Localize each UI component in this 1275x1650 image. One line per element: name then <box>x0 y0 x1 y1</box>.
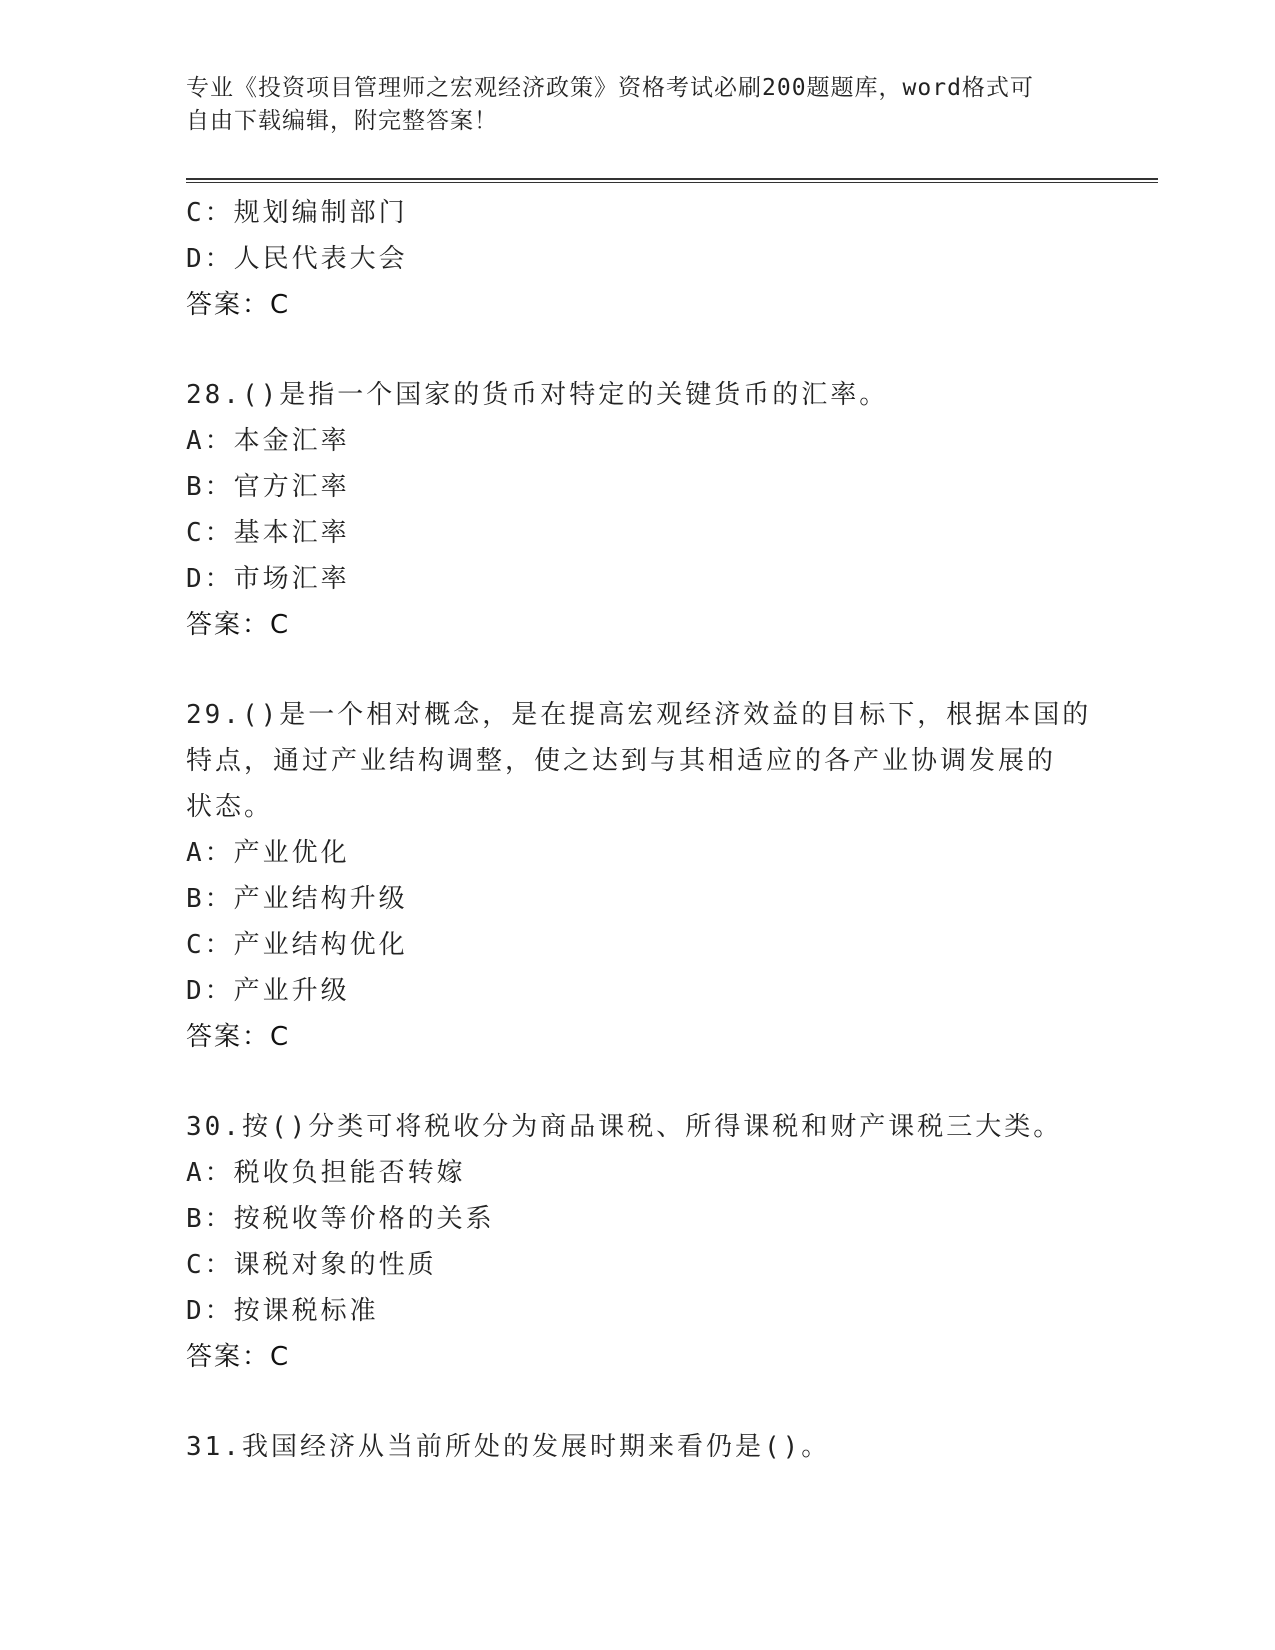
question-31 <box>186 1424 1086 1470</box>
answer-text: 答案：C <box>186 290 291 320</box>
option-d: D：市场汇率 <box>186 564 350 594</box>
question-30 <box>186 1104 1086 1380</box>
option-c: C：规划编制部门 <box>186 198 408 228</box>
option-d: D：人民代表大会 <box>186 244 408 274</box>
answer-text: 答案：C <box>186 610 291 640</box>
header-divider <box>186 178 1158 183</box>
question-27-tail <box>186 190 1086 328</box>
option-a: A：税收负担能否转嫁 <box>186 1158 466 1188</box>
question-text: 30.按()分类可将税收分为商品课税、所得课税和财产课税三大类。 <box>186 1112 1063 1142</box>
answer-text: 答案：C <box>186 1022 291 1052</box>
option-a: A：本金汇率 <box>186 426 350 456</box>
option-c: C：基本汇率 <box>186 518 350 548</box>
question-text-line-3: 状态。 <box>186 792 274 822</box>
question-text: 31.我国经济从当前所处的发展时期来看仍是()。 <box>186 1432 831 1462</box>
option-b: B：产业结构升级 <box>186 884 408 914</box>
question-28 <box>186 372 1086 648</box>
option-d: D：产业升级 <box>186 976 350 1006</box>
option-b: B：按税收等价格的关系 <box>186 1204 495 1234</box>
option-c: C：产业结构优化 <box>186 930 408 960</box>
option-b: B：官方汇率 <box>186 472 350 502</box>
option-d: D：按课税标准 <box>186 1296 379 1326</box>
question-29 <box>186 692 1092 1060</box>
document-header <box>186 72 1086 138</box>
question-text: 28.()是指一个国家的货币对特定的关键货币的汇率。 <box>186 380 889 410</box>
option-c: C：课税对象的性质 <box>186 1250 437 1280</box>
header-line-1: 专业《投资项目管理师之宏观经济政策》资格考试必刷200题题库，word格式可 <box>186 75 1034 101</box>
document-body <box>186 190 1092 1470</box>
question-text-line-1: 29.()是一个相对概念，是在提高宏观经济效益的目标下，根据本国的 <box>186 700 1092 730</box>
answer-text: 答案：C <box>186 1342 291 1372</box>
option-a: A：产业优化 <box>186 838 350 868</box>
header-line-2: 自由下载编辑，附完整答案！ <box>186 108 498 134</box>
question-text-line-2: 特点，通过产业结构调整，使之达到与其相适应的各产业协调发展的 <box>186 746 1057 776</box>
